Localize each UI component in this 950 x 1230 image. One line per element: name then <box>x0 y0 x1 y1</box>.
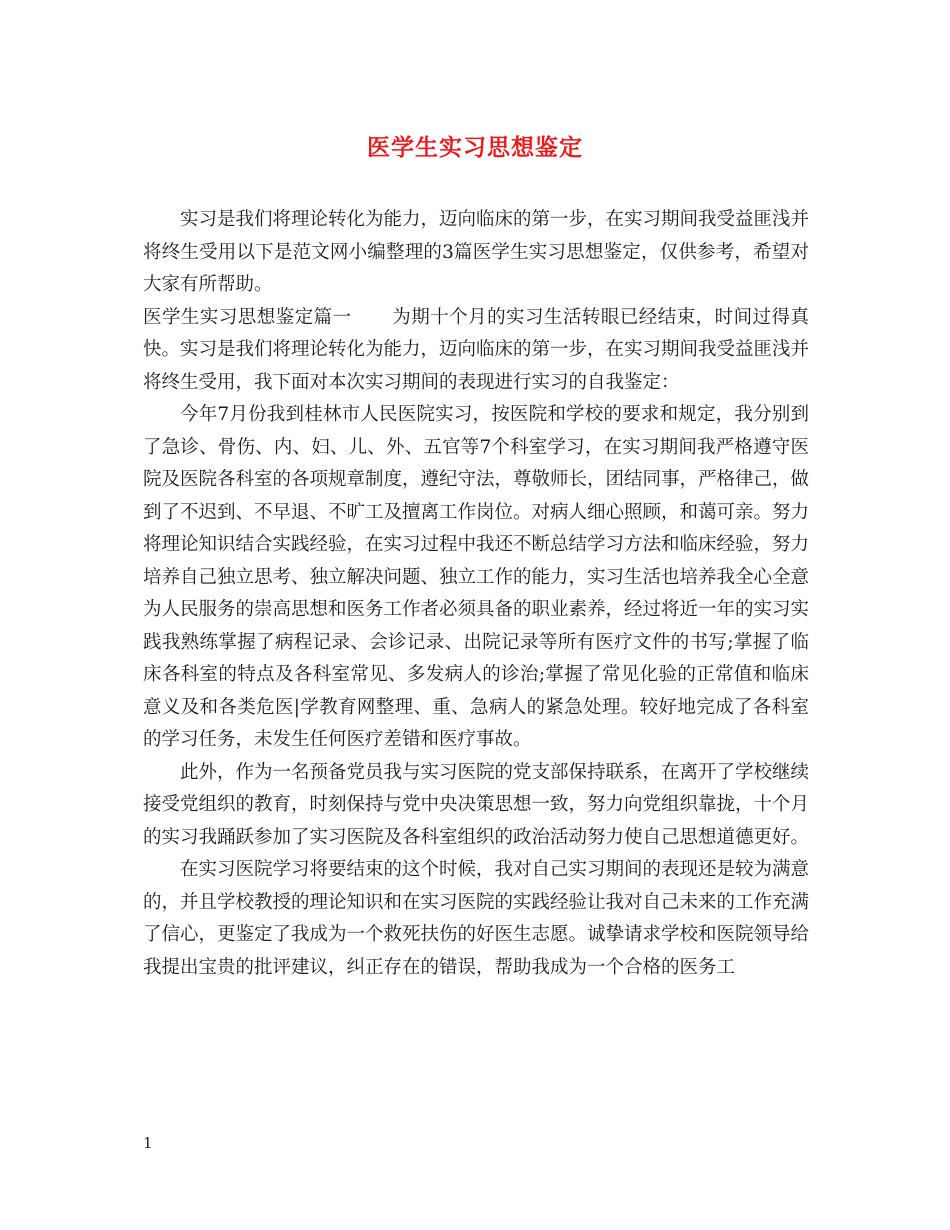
section-one-text: 为期十个月的实习生活转眼已经结束，时间过得真快。实习是我们将理论转化为能力，迈向临床的第一步，在实习期间我受益匪浅并将终生受用，我下面对本次实习期间的表现进行实习的自我鉴定： <box>143 306 810 393</box>
page-number: 1 <box>143 1134 153 1152</box>
paragraph-party-activities: 此外，作为一名预备党员我与实习医院的党支部保持联系，在离开了学校继续接受党组织的教育，时刻保持与党中央决策思想一致，努力向党组织靠拢，十个月的实习我踊跃参加了实习医院及各科室组织的政治活动努力使自己思想道德更好。 <box>143 761 810 848</box>
paragraph-conclusion: 在实习医院学习将要结束的这个时候，我对自己实习期间的表现还是较为满意的，并且学校教授的理论知识和在实习医院的实践经验让我对自己未来的工作充满了信心，更鉴定了我成为一个救死扶伤的好医生志愿。诚挚请求学校和医院领导给我提出宝贵的批评建议，纠正存在的错误，帮助我成为一个合格的医务工 <box>143 859 810 978</box>
page-title: 医学生实习思想鉴定 <box>367 134 583 161</box>
document-body <box>143 204 809 984</box>
paragraph-intro: 实习是我们将理论转化为能力，迈向临床的第一步，在实习期间我受益匪浅并将终生受用以下是范文网小编整理的3篇医学生实习思想鉴定，仅供参考，希望对大家有所帮助。 <box>143 209 810 295</box>
paragraph-section-one <box>143 302 809 400</box>
paragraph-internship-details: 今年7月份我到桂林市人民医院实习，按医院和学校的要求和规定，我分别到了急诊、骨伤、内、妇、儿、外、五官等7个科室学习，在实习期间我严格遵守医院及医院各科室的各项规章制度，遵纪守法，尊敬师长，团结同事，严格律己，做到了不迟到、不早退、不旷工及擅离工作岗位。对病人细心照顾，和蔼可亲。努力将理论知识结合实践经验，在实习过程中我还不断总结学习方法和临床经验，努力培养自己独立思考、独立解决问题、独立工作的能力，实习生活也培养我全心全意为人民服务的崇高思想和医务工作者必须具备的职业素养，经过将近一年的实习实践我熟练掌握了病程记录、会诊记录、出院记录等所有医疗文件的书写;掌握了临床各科室的特点及各科室常见、多发病人的诊治;掌握了常见化验的正常值和临床意义及和各类危医|学教育网整理、重、急病人的紧急处理。较好地完成了各科室的学习任务，未发生任何医疗差错和医疗事故。 <box>143 404 810 750</box>
section-heading: 医学生实习思想鉴定篇一 <box>143 306 352 328</box>
